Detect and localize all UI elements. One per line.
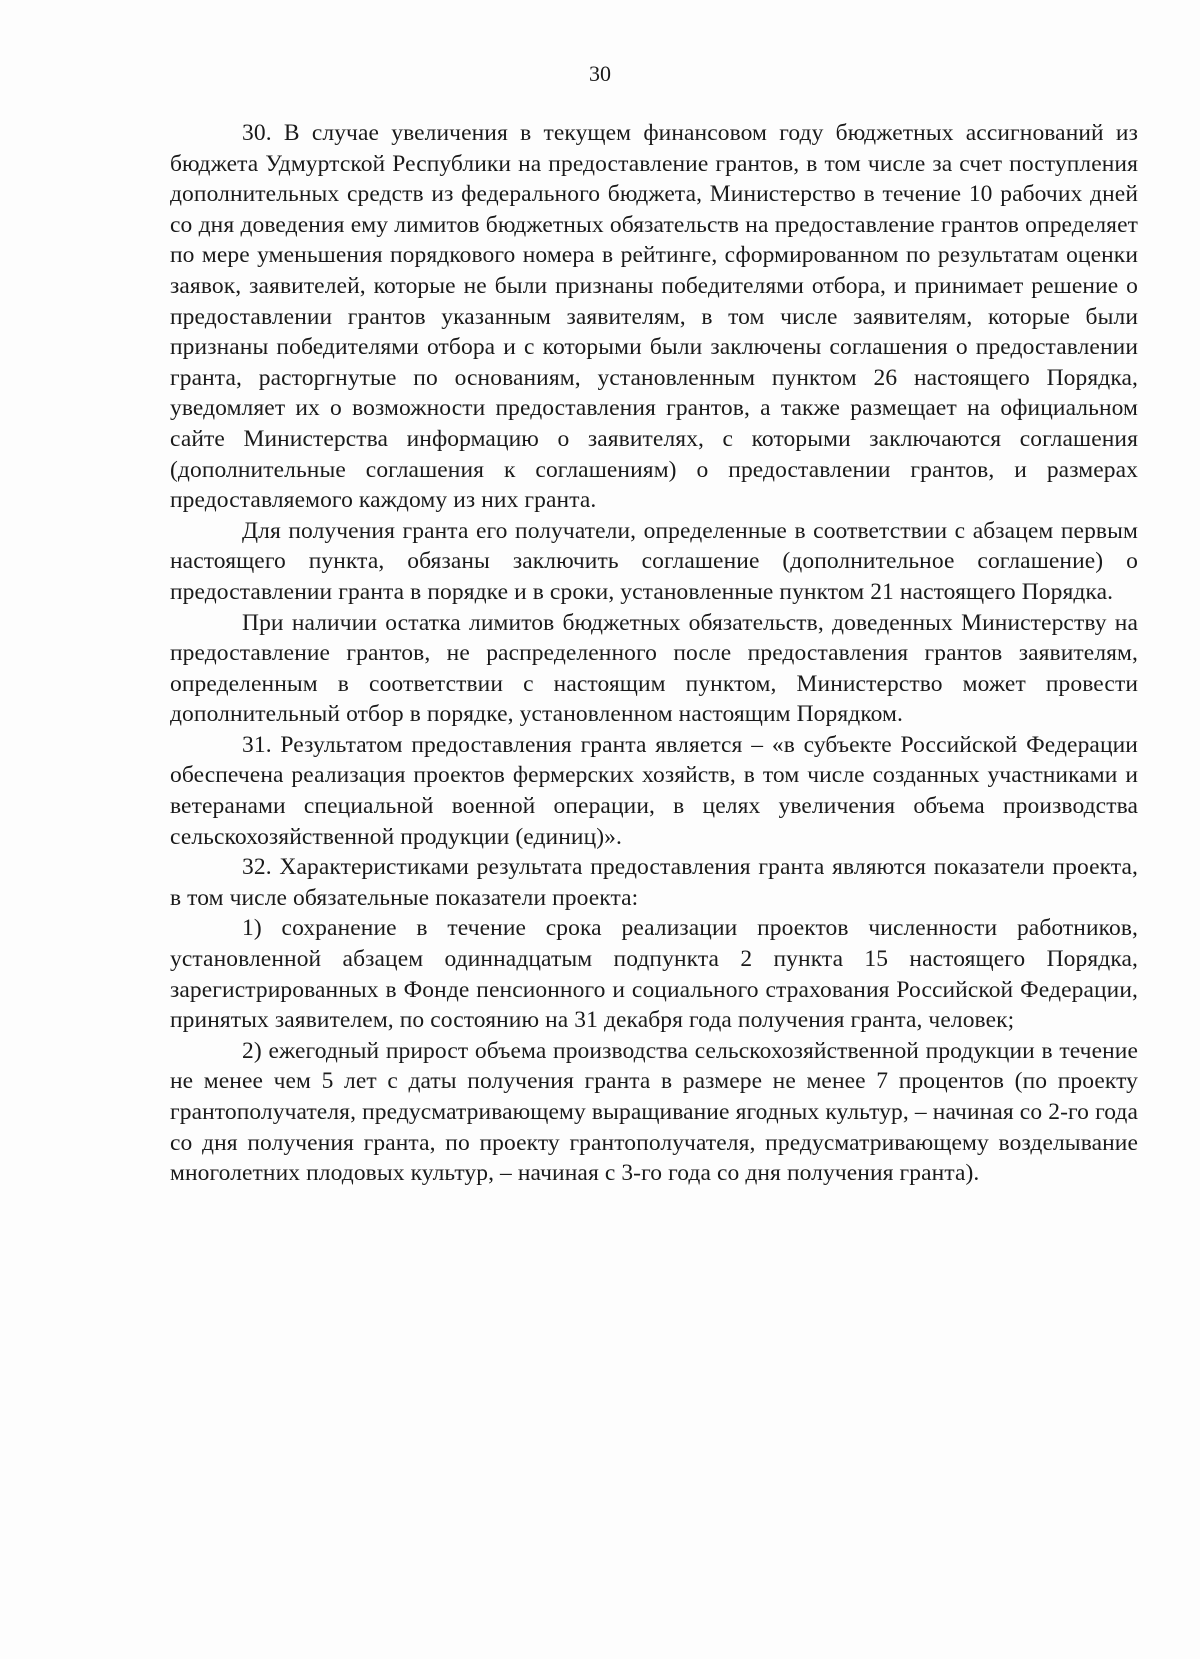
paragraph-31: 31. Результатом предоставления гранта является – «в субъекте Российской Федерации обеспечена реализация проектов фермерских хозяйств, в том числе созданных участниками и ветеранами специальной военной операции, в целях увеличения объема производства сельскохозяйственной продукции (единиц)». [170, 731, 1138, 850]
page-number: 30 [589, 61, 611, 86]
paragraph-32: 32. Характеристиками результата предоставления гранта являются показатели проекта, в том числе обязательные показатели проекта: [170, 854, 1138, 911]
paragraph-30-additional-selection: При наличии остатка лимитов бюджетных обязательств, доведенных Министерству на предоставление грантов, не распределенного после предоставления грантов заявителям, определенным в соответствии с настоящим пунктом, Министерство может провести дополнительный отбор в порядке, установленном настоящим Порядком. [170, 609, 1138, 728]
paragraph-30: 30. В случае увеличения в текущем финансовом году бюджетных ассигнований из бюджета Удмуртской Республики на предоставление грантов, в том числе за счет поступления дополнительных средств из федерального бюджета, Министерство в течение 10 рабочих дней со дня доведения ему лимитов бюджетных обязательств на предоставление грантов определяет по мере уменьшения порядкового номера в рейтинге, сформированном по результатам оценки заявок, заявителей, которые не были признаны победителями отбора, и принимает решение о предоставлении грантов указанным заявителям, в том числе заявителям, которые были признаны победителями отбора и с которыми были заключены соглашения о предоставлении гранта, расторгнутые по основаниям, установленным пунктом 26 настоящего Порядка, уведомляет их о возможности предоставления грантов, а также размещает на официальном сайте Министерства информацию о заявителях, с которыми заключаются соглашения (дополнительные соглашения к соглашениям) о предоставлении грантов, и размерах предоставляемого каждому из них гранта. [170, 120, 1138, 514]
paragraph-32-item-1: 1) сохранение в течение срока реализации проектов численности работников, установленной абзацем одиннадцатым подпункта 2 пункта 15 настоящего Порядка, зарегистрированных в Фонде пенсионного и социального страхования Российской Федерации, принятых заявителем, по состоянию на 31 декабря года получения гранта, человек; [170, 915, 1138, 1034]
paragraph-30-grant-agreement: Для получения гранта его получатели, определенные в соответствии с абзацем первым настоящего пункта, обязаны заключить соглашение (дополнительное соглашение) о предоставлении гранта в порядке и в сроки, установленные пунктом 21 настоящего Порядка. [170, 517, 1138, 605]
paragraph-32-item-2: 2) ежегодный прирост объема производства сельскохозяйственной продукции в течение не менее чем 5 лет с даты получения гранта в размере не менее 7 процентов (по проекту грантополучателя, предусматривающему выращивание ягодных культур, – начиная со 2-го года со дня получения гранта, по проекту грантополучателя, предусматривающему возделывание многолетних плодовых культур, – начиная с 3-го года со дня получения гранта). [170, 1037, 1138, 1187]
document-body [170, 118, 1138, 1189]
